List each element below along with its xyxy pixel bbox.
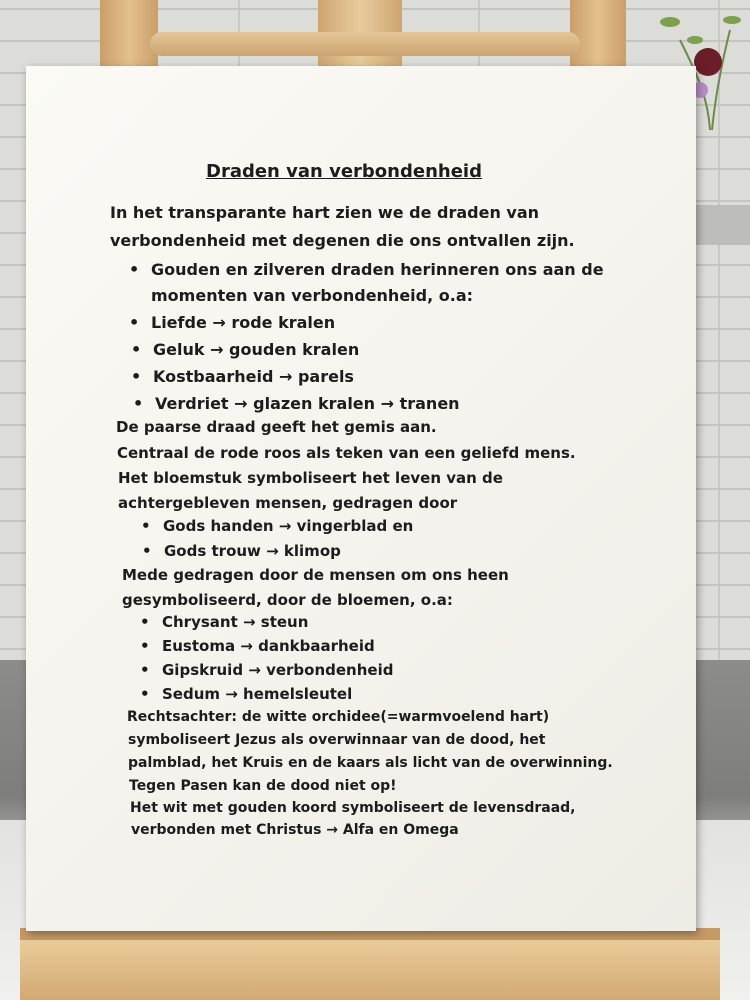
wall-shelf — [690, 205, 750, 245]
bullet-item: • Gouden en zilveren draden herinneren ons aan de — [151, 260, 604, 279]
bullet-item: • Gods handen → vingerblad en — [163, 517, 413, 535]
document-text — [26, 66, 696, 931]
bullet-item: • Chrysant → steun — [162, 613, 308, 631]
closing-line: Rechtsachter: de witte orchidee(=warmvoelend hart) — [127, 709, 550, 725]
bullet-item: • Gipskruid → verbondenheid — [162, 661, 393, 679]
body-line: Centraal de rode roos als teken van een geliefd mens. — [117, 444, 576, 462]
bullet-item: • Eustoma → dankbaarheid — [162, 637, 375, 655]
bullet-item: • Kostbaarheid → parels — [153, 367, 354, 386]
bullet-item: • Gods trouw → klimop — [164, 542, 341, 560]
paper-sheet — [26, 66, 696, 931]
body-line: De paarse draad geeft het gemis aan. — [116, 418, 437, 436]
closing-line: Tegen Pasen kan de dood niet op! — [129, 778, 397, 794]
document-title: Draden van verbondenheid — [206, 161, 482, 182]
bullet-item: • Verdriet → glazen kralen → tranen — [155, 394, 460, 413]
body-line: Mede gedragen door de mensen om ons heen — [122, 566, 509, 584]
closing-line: palmblad, het Kruis en de kaars als licht van de overwinning. — [128, 755, 613, 771]
easel-crossbar — [150, 32, 580, 56]
closing-line: Het wit met gouden koord symboliseert de levensdraad, — [130, 800, 576, 816]
intro-line: In het transparante hart zien we de draden van — [110, 203, 540, 222]
bullet-item: • Geluk → gouden kralen — [153, 340, 359, 359]
bullet-item: • Liefde → rode kralen — [151, 313, 335, 332]
closing-line: symboliseert Jezus als overwinnaar van de dood, het — [128, 732, 546, 748]
closing-line: verbonden met Christus → Alfa en Omega — [131, 822, 459, 838]
body-line: achtergebleven mensen, gedragen door — [118, 494, 458, 512]
body-line: gesymboliseerd, door de bloemen, o.a: — [122, 591, 453, 609]
bullet-item: • Sedum → hemelsleutel — [162, 685, 352, 703]
easel-ledge — [20, 940, 720, 1000]
bullet-continuation: momenten van verbondenheid, o.a: — [151, 286, 474, 305]
body-line: Het bloemstuk symboliseert het leven van de — [118, 469, 503, 487]
intro-line: verbondenheid met degenen die ons ontvallen zijn. — [110, 231, 575, 250]
